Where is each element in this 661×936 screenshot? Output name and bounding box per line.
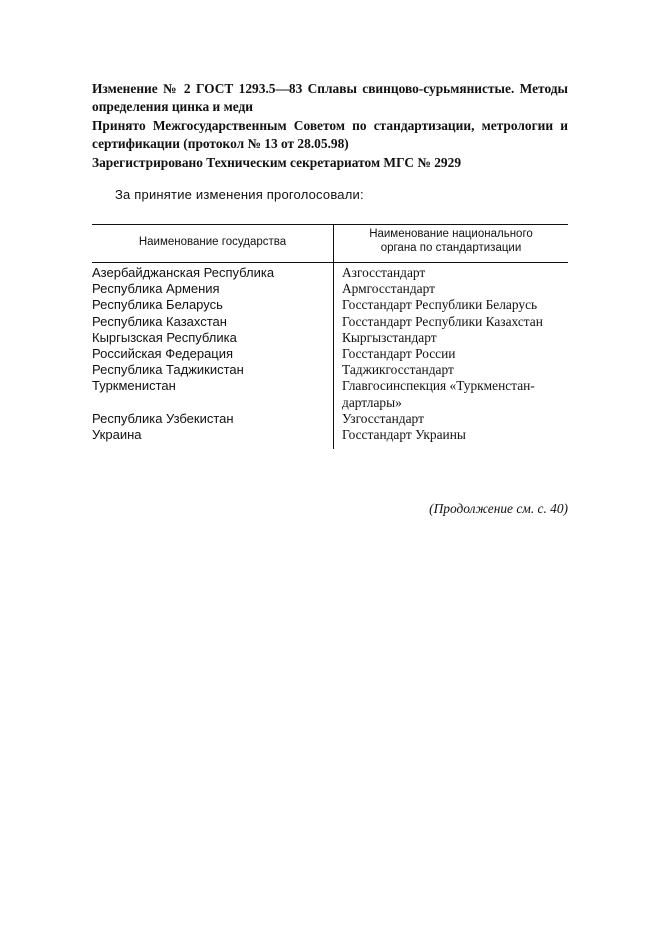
table-row-state: Республика Казахстан — [92, 313, 227, 329]
table-row-state: Республика Армения — [92, 281, 220, 297]
table-row-organ: Госстандарт Республики Казахстан — [342, 313, 543, 329]
table-row-organ: Госстандарт России — [342, 345, 456, 361]
table-row-state: Республика Таджикистан — [92, 362, 244, 378]
table-row-state: Азербайджанская Республика — [92, 265, 275, 280]
table-row-state: Республика Узбекистан — [92, 410, 234, 426]
header-organ — [334, 227, 568, 255]
table-header-rule — [92, 262, 568, 263]
voting-intro: За принятие изменения проголосовали: — [115, 187, 364, 202]
adoption-note: Принято Межгосударственным Советом по стандартизации, метрологии и сертификации (протокол № 13 от 28.05.98) — [92, 118, 568, 151]
table-row-organ: Узгосстандарт — [342, 410, 424, 426]
header-state: Наименование государства — [138, 236, 287, 248]
table-row-organ: Армгосстандарт — [342, 281, 435, 297]
table-top-rule — [92, 224, 568, 225]
state-column — [92, 265, 328, 443]
table-row-state: Туркменистан — [92, 378, 176, 394]
table-row-organ: Главгосинспекция «Туркменстан-дартлары» — [342, 378, 535, 410]
table-row-state: Украина — [92, 426, 142, 442]
table-row-state: Республика Беларусь — [92, 297, 223, 313]
table-row-state: Российская Федерация — [92, 345, 234, 361]
table-row-organ: Кыргызстандарт — [342, 329, 437, 345]
table-row-organ: Азгосстандарт — [342, 265, 426, 280]
continuation-note: (Продолжение см. с. 40) — [429, 501, 568, 516]
header-organ-line2: органа по стандартизации — [380, 242, 522, 254]
table-row-organ: Госстандарт Республики Беларусь — [342, 297, 538, 313]
table-row-state: Кыргызская Республика — [92, 329, 237, 345]
amendment-title: Изменение № 2 ГОСТ 1293.5—83 Сплавы свинцово-сурьмянистые. Методы определения цинка и меди — [92, 81, 568, 114]
registration-note: Зарегистрировано Техническим секретариатом МГС № 2929 — [92, 155, 462, 170]
header-organ-line1: Наименование национального — [369, 228, 533, 240]
table-row-organ: Таджикгосстандарт — [342, 362, 454, 378]
table-row-organ: Госстандарт Украины — [342, 426, 466, 442]
table-column-divider — [333, 225, 334, 449]
organ-column — [342, 265, 570, 443]
